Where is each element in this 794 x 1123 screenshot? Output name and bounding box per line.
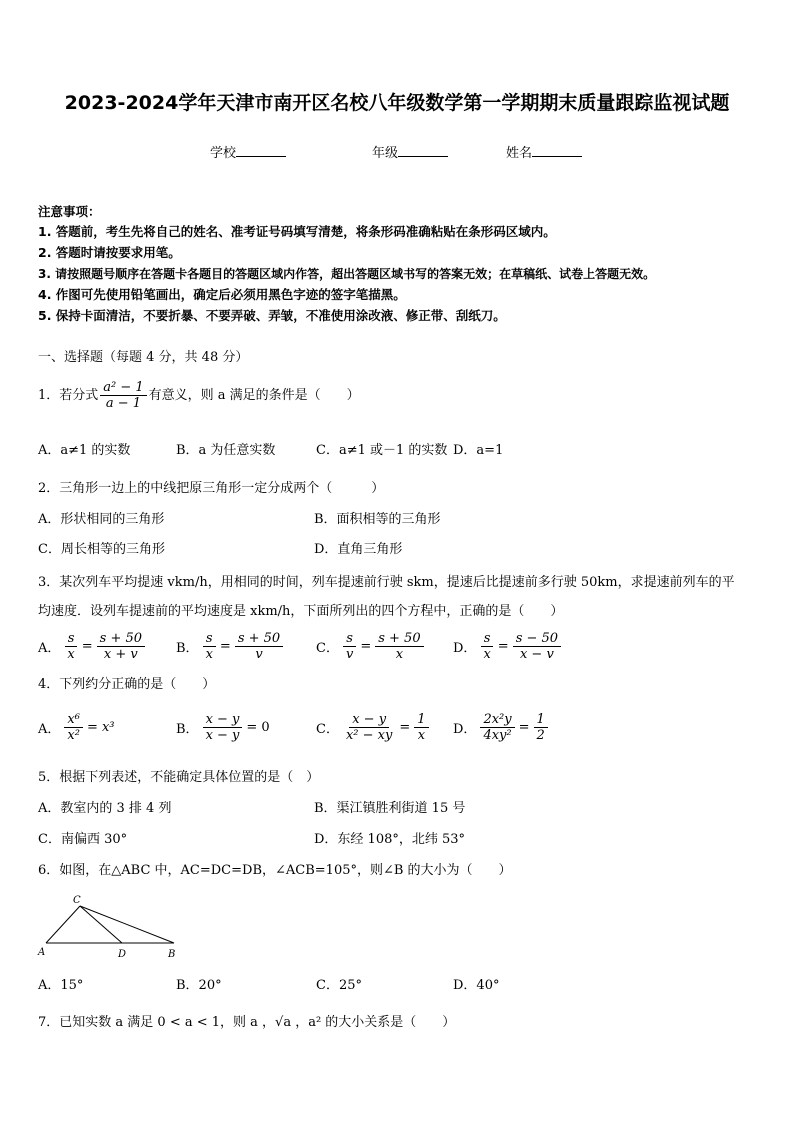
q4-a-num: x⁶ <box>64 712 83 728</box>
q4-option-a[interactable] <box>38 712 115 743</box>
notice-item-5: 5. 保持卡面清洁，不要折暴、不要弄破、弄皱，不准使用涂改液、修正带、刮纸刀。 <box>38 308 506 323</box>
q3-option-b-label: B． <box>176 641 199 656</box>
notice-item-4: 4. 作图可先使用铅笔画出，确定后必须用黑色字迹的签字笔描黑。 <box>38 287 406 302</box>
grade-blank[interactable] <box>398 155 448 157</box>
q4-d-den: 4xy² <box>483 728 512 743</box>
q1-fraction <box>100 380 146 411</box>
q3-b-left-num: s <box>203 631 216 647</box>
equals-sign: = <box>360 639 372 654</box>
q4-c-result-den: x <box>417 728 426 743</box>
side-cb <box>80 906 174 943</box>
page-title: 2023-2024学年天津市南开区名校八年级数学第一学期期末质量跟踪监视试题 <box>64 92 730 114</box>
q4-d-result <box>534 712 548 743</box>
q3-c-right-den: x <box>395 647 404 662</box>
q3-b-right <box>235 631 283 662</box>
q5-option-c[interactable]: C．南偏西 30° <box>38 832 128 847</box>
q3-c-right <box>375 631 423 662</box>
q5-option-a[interactable]: A．教室内的 3 排 4 列 <box>38 801 172 816</box>
q3-a-left <box>64 631 77 662</box>
q1-option-c[interactable]: C．a≠1 或－1 的实数 <box>316 443 448 458</box>
q3-c-left-num: s <box>343 631 356 647</box>
name-field[interactable] <box>506 142 582 161</box>
q4-c-result-num: 1 <box>414 712 428 728</box>
q3-d-left-den: x <box>483 647 491 662</box>
q1-prefix: 1．若分式 <box>38 387 99 403</box>
segment-cd <box>80 906 122 943</box>
q2-option-d[interactable]: D．直角三角形 <box>314 542 403 557</box>
q3-b-right-den: v <box>255 647 263 662</box>
question-6-stem: 6．如图，在△ABC 中，AC=DC=DB，∠ACB=105°，则∠B 的大小为（ ） <box>38 863 512 878</box>
q3-a-right <box>97 631 145 662</box>
question-3-stem-line2: 均速度．设列车提速前的平均速度是 xkm/h，下面所列出的四个方程中，正确的是（ ） <box>38 604 564 619</box>
notice-heading: 注意事项： <box>38 204 101 219</box>
q4-a-result: = x³ <box>86 720 115 735</box>
q4-b-result: = 0 <box>246 720 270 735</box>
q4-b-fraction <box>203 712 243 743</box>
q3-a-left-num: s <box>65 631 78 647</box>
q4-a-den: x² <box>67 728 80 743</box>
section-heading: 一、选择题（每题 4 分，共 48 分） <box>38 350 249 365</box>
question-2-stem: 2．三角形一边上的中线把原三角形一定分成两个（ ） <box>38 481 385 496</box>
q4-c-result <box>414 712 428 743</box>
school-field[interactable] <box>210 142 286 161</box>
q3-option-d-label: D． <box>453 641 477 656</box>
question-5-stem: 5．根据下列表述，不能确定具体位置的是（ ） <box>38 770 320 785</box>
q1-fraction-den: a − 1 <box>105 396 142 411</box>
q4-c-num: x − y <box>349 712 389 728</box>
q3-d-right-num: s − 50 <box>513 631 561 647</box>
q1-option-d[interactable]: D．a=1 <box>453 443 504 458</box>
q4-b-num: x − y <box>203 712 243 728</box>
q4-option-c[interactable] <box>316 712 431 743</box>
question-4-stem: 4．下列约分正确的是（ ） <box>38 677 216 692</box>
q3-d-left-num: s <box>481 631 494 647</box>
q4-d-result-num: 1 <box>534 712 548 728</box>
q6-option-a[interactable]: A．15° <box>38 978 84 993</box>
school-blank[interactable] <box>236 155 286 157</box>
q6-option-c[interactable]: C．25° <box>316 978 362 993</box>
q1-suffix: 有意义，则 a 满足的条件是（ ） <box>148 387 360 403</box>
vertex-c-label: C <box>73 895 81 906</box>
q3-option-b[interactable] <box>176 631 285 662</box>
q3-a-right-num: s + 50 <box>97 631 145 647</box>
q3-c-left-den: v <box>345 647 354 662</box>
q3-a-right-den: x + v <box>103 647 138 662</box>
question-3-stem-line1: 3．某次列车平均提速 vkm/h，用相同的时间，列车提速前行驶 skm，提速后比提速前多行驶 50km，求提速前列车的平 <box>38 575 735 590</box>
q3-a-left-den: x <box>67 647 75 662</box>
q1-option-a[interactable]: A．a≠1 的实数 <box>38 443 131 458</box>
q1-option-b[interactable]: B．a 为任意实数 <box>176 443 276 458</box>
q3-option-c-label: C． <box>316 641 339 656</box>
q4-option-c-label: C． <box>316 722 339 737</box>
equals-sign: = <box>81 639 93 654</box>
q2-option-c[interactable]: C．周长相等的三角形 <box>38 542 165 557</box>
equals-sign: = <box>399 720 411 735</box>
q3-option-d[interactable] <box>453 631 563 662</box>
name-blank[interactable] <box>532 155 582 157</box>
q4-option-b[interactable] <box>176 712 270 743</box>
q3-option-c[interactable] <box>316 631 426 662</box>
q2-option-a[interactable]: A．形状相同的三角形 <box>38 512 165 527</box>
q3-option-a-label: A． <box>38 641 61 656</box>
vertex-a-label: A <box>38 947 46 958</box>
q4-a-fraction <box>64 712 83 743</box>
q3-c-left <box>343 631 356 662</box>
q4-option-d[interactable] <box>453 712 550 743</box>
q2-option-b[interactable]: B．面积相等的三角形 <box>314 512 441 527</box>
q3-d-left <box>480 631 493 662</box>
q4-b-den: x − y <box>205 728 240 743</box>
vertex-b-label: B <box>168 949 176 960</box>
q3-d-right <box>513 631 561 662</box>
school-label: 学校 <box>210 146 237 161</box>
q3-c-right-num: s + 50 <box>375 631 423 647</box>
q3-b-left-den: x <box>205 647 213 662</box>
q4-option-d-label: D． <box>453 722 477 737</box>
q3-d-right-den: x − v <box>519 647 554 662</box>
point-d-label: D <box>118 949 127 960</box>
question-1-stem <box>38 380 360 411</box>
grade-label: 年级 <box>372 146 399 161</box>
q4-c-den: x² − xy <box>345 728 393 743</box>
grade-field[interactable] <box>372 142 448 161</box>
equals-sign: = <box>518 720 530 735</box>
triangle-figure <box>34 893 184 963</box>
notice-item-3: 3. 请按照题号顺序在答题卡各题目的答题区域内作答，超出答题区域书写的答案无效；在草稿纸、试卷上答题无效。 <box>38 267 656 281</box>
q1-fraction-num: a² − 1 <box>100 380 146 396</box>
q6-option-d[interactable]: D．40° <box>453 978 500 993</box>
q4-c-fraction <box>343 712 395 743</box>
notice-item-2: 2. 答题时请按要求用笔。 <box>38 245 181 260</box>
q4-d-fraction <box>480 712 514 743</box>
name-label: 姓名 <box>506 146 533 161</box>
q5-option-d[interactable]: D．东经 108°，北纬 53° <box>314 832 466 847</box>
equals-sign: = <box>219 639 231 654</box>
q4-option-b-label: B． <box>176 722 199 737</box>
equals-sign: = <box>497 639 509 654</box>
q4-d-result-den: 2 <box>536 728 545 743</box>
q6-option-b[interactable]: B．20° <box>176 978 222 993</box>
question-7-stem: 7．已知实数 a 满足 0 < a < 1，则 a ，√a ，a² 的大小关系是（ ） <box>38 1015 456 1030</box>
notice-item-1: 1. 答题前，考生先将自己的姓名、准考证号码填写清楚，将条形码准确粘贴在条形码区域内。 <box>38 224 556 239</box>
q3-b-right-num: s + 50 <box>235 631 283 647</box>
q3-option-a[interactable] <box>38 631 147 662</box>
side-ac <box>46 906 80 943</box>
q3-b-left <box>203 631 216 662</box>
q4-d-num: 2x²y <box>480 712 514 728</box>
q4-option-a-label: A． <box>38 722 61 737</box>
q5-option-b[interactable]: B．渠江镇胜利街道 15 号 <box>314 801 466 816</box>
